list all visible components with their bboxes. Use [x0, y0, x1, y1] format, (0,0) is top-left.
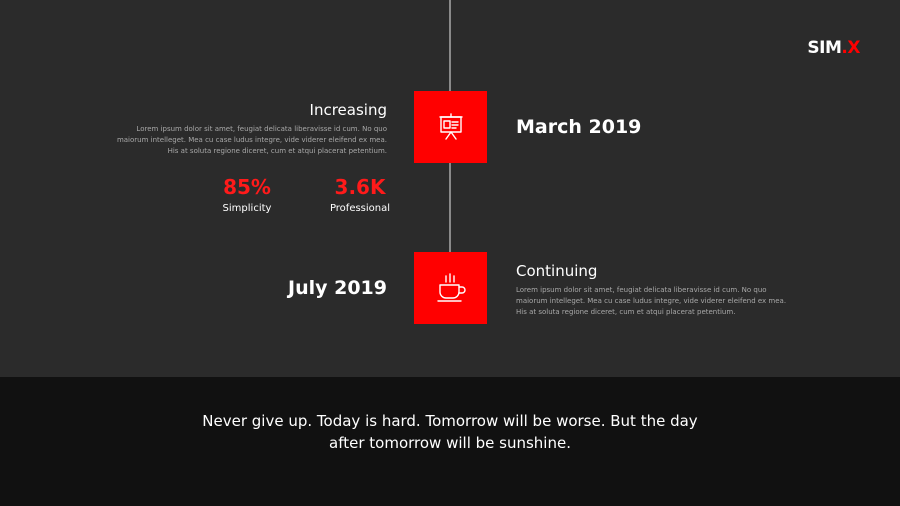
- timeline-heading-1: Increasing: [309, 101, 387, 119]
- timeline-icon-box-1: [414, 91, 487, 163]
- logo: [807, 38, 860, 58]
- stat-professional: [318, 175, 402, 214]
- logo-text: SIM: [807, 38, 842, 58]
- quote-line-2: after tomorrow will be sunshine.: [329, 434, 571, 452]
- stat-value: 85%: [223, 175, 271, 199]
- timeline-icon-box-2: [414, 252, 487, 324]
- stat-simplicity: [206, 175, 288, 214]
- quote: [150, 410, 750, 454]
- logo-dot: .: [841, 38, 848, 58]
- presentation-board-icon: [436, 112, 466, 142]
- timeline-heading-2: Continuing: [516, 262, 598, 280]
- timeline-body-2: Lorem ipsum dolor sit amet, feugiat delicata liberavisse id cum. No quo maiorum intelleget. Mea cu case ludus integre, vide viderer eleifend ex mea. His at soluta regione diceret, cum et atqui placerat petentium.: [516, 286, 787, 316]
- stat-value: 3.6K: [334, 175, 386, 199]
- timeline-date-1: March 2019: [516, 116, 642, 138]
- stat-label: Professional: [329, 203, 391, 214]
- timeline-body-1: Lorem ipsum dolor sit amet, feugiat delicata liberavisse id cum. No quo maiorum intelleget. Mea cu case ludus integre, vide viderer eleifend ex mea. His at soluta regione diceret, cum et atqui placerat petentium.: [116, 125, 387, 155]
- timeline-date-2: July 2019: [288, 277, 387, 299]
- quote-line-1: Never give up. Today is hard. Tomorrow will be worse. But the day: [202, 412, 698, 430]
- coffee-cup-icon: [435, 273, 467, 303]
- stat-label: Simplicity: [222, 203, 272, 214]
- logo-x: X: [847, 38, 860, 58]
